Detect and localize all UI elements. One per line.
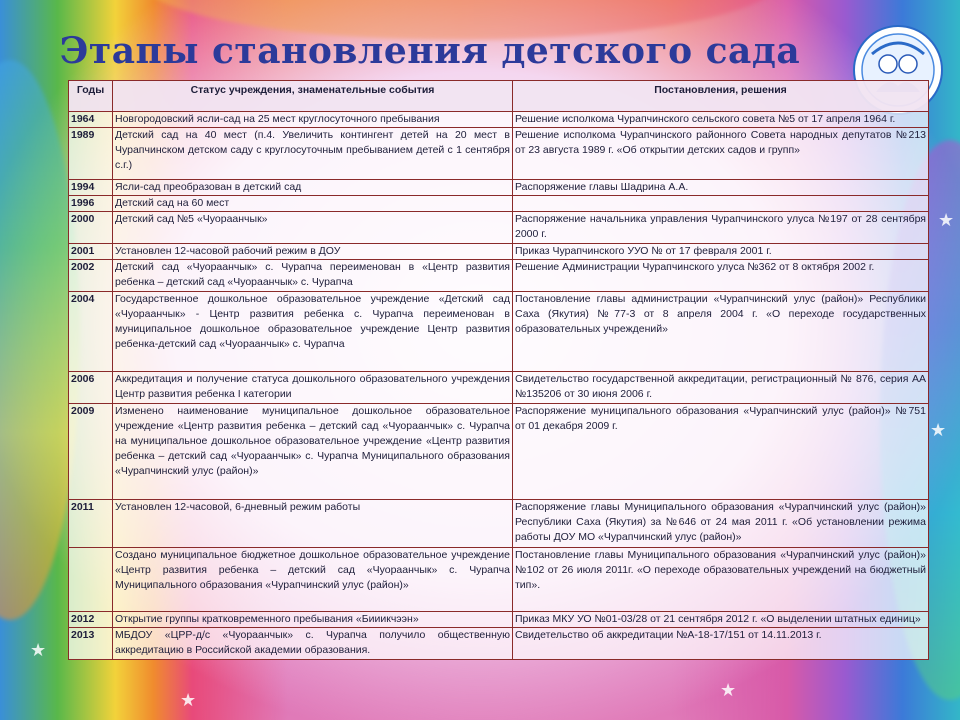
table-row xyxy=(69,548,929,612)
star-icon: ★ xyxy=(720,680,737,700)
decision-cell: Решение Администрации Чурапчинского улуса №362 от 8 октября 2002 г. xyxy=(513,260,929,292)
year-cell: 2011 xyxy=(69,500,113,548)
status-cell: Детский сад №5 «Чуораанчык» xyxy=(113,212,513,244)
table-row xyxy=(69,212,929,244)
table-row xyxy=(69,260,929,292)
star-icon: ★ xyxy=(938,210,955,230)
decision-cell: Распоряжение главы Шадрина А.А. xyxy=(513,180,929,196)
year-cell: 2006 xyxy=(69,372,113,404)
decision-cell: Решение исполкома Чурапчинского районного Совета народных депутатов №213 от 23 августа 1989 г. «Об открытии детских садов и групп» xyxy=(513,128,929,180)
table-header-row xyxy=(69,81,929,112)
table-row xyxy=(69,180,929,196)
stages-table xyxy=(68,80,929,660)
decision-cell: Распоряжение начальника управления Чурапчинского улуса №197 от 28 сентября 2000 г. xyxy=(513,212,929,244)
decision-cell: Приказ Чурапчинского УУО № от 17 февраля 2001 г. xyxy=(513,244,929,260)
table-row xyxy=(69,112,929,128)
column-header-status: Статус учреждения, знаменательные события xyxy=(113,81,513,112)
year-cell: 2012 xyxy=(69,612,113,628)
decision-cell: Распоряжение главы Муниципального образования «Чурапчинский улус (район)» Республики Саха (Якутия) за №646 от 24 мая 2011 г. «Об установлении режима работы ДОУ МО «Чурапчинский улус (район)» xyxy=(513,500,929,548)
status-cell: Детский сад на 60 мест xyxy=(113,196,513,212)
status-cell: Детский сад «Чуораанчык» с. Чурапча переименован в «Центр развития ребенка – детский сад «Чуораанчык» с. Чурапча xyxy=(113,260,513,292)
star-icon: ★ xyxy=(930,420,947,440)
status-cell: Установлен 12-часовой рабочий режим в ДОУ xyxy=(113,244,513,260)
year-cell: 1996 xyxy=(69,196,113,212)
status-cell: Открытие группы кратковременного пребывания «Бииикчээн» xyxy=(113,612,513,628)
table-row xyxy=(69,244,929,260)
table-row xyxy=(69,404,929,500)
status-cell: МБДОУ «ЦРР-д/с «Чуораанчык» с. Чурапча получило общественную аккредитацию в Российской академии образования. xyxy=(113,628,513,660)
status-cell: Новгородовский ясли-сад на 25 мест круглосуточного пребывания xyxy=(113,112,513,128)
year-cell xyxy=(69,548,113,612)
table-row xyxy=(69,128,929,180)
star-icon: ★ xyxy=(30,640,47,660)
decision-cell: Приказ МКУ УО №01-03/28 от 21 сентября 2012 г. «О выделении штатных единиц» xyxy=(513,612,929,628)
decision-cell: Свидетельство об аккредитации №А-18-17/151 от 14.11.2013 г. xyxy=(513,628,929,660)
year-cell: 2002 xyxy=(69,260,113,292)
decision-cell: Свидетельство государственной аккредитации, регистрационный № 876, серия АА №135206 от 30 июня 2006 г. xyxy=(513,372,929,404)
year-cell: 1964 xyxy=(69,112,113,128)
status-cell: Государственное дошкольное образовательное учреждение «Детский сад «Чуораанчык» - Центр развития ребенка с. Чурапча переименован в муниципальное дошкольное образовательное учреждение Центр развития ребенка-детский сад «Чуораанчык» с. Чурапча xyxy=(113,292,513,372)
table-row xyxy=(69,372,929,404)
stages-table-container xyxy=(68,80,928,660)
year-cell: 2004 xyxy=(69,292,113,372)
status-cell: Создано муниципальное бюджетное дошкольное образовательное учреждение «Центр развития ребенка – детский сад «Чуораанчык» с. Чурапча Муниципального образования «Чурапчинский улус (район)» xyxy=(113,548,513,612)
year-cell: 2013 xyxy=(69,628,113,660)
decision-cell: Решение исполкома Чурапчинского сельского совета №5 от 17 апреля 1964 г. xyxy=(513,112,929,128)
status-cell: Установлен 12-часовой, 6-дневный режим работы xyxy=(113,500,513,548)
year-cell: 2009 xyxy=(69,404,113,500)
table-row xyxy=(69,292,929,372)
year-cell: 2001 xyxy=(69,244,113,260)
table-row xyxy=(69,628,929,660)
year-cell: 1989 xyxy=(69,128,113,180)
column-header-decisions: Постановления, решения xyxy=(513,81,929,112)
status-cell: Аккредитация и получение статуса дошкольного образовательного учреждения Центр развития ребенка I категории xyxy=(113,372,513,404)
table-row xyxy=(69,500,929,548)
decision-cell xyxy=(513,196,929,212)
star-icon: ★ xyxy=(180,690,197,710)
decision-cell: Постановление главы Муниципального образования «Чурапчинский улус (район)» №102 от 26 июля 2011г. «О переходе образовательных учреждений на бюджетный тип». xyxy=(513,548,929,612)
column-header-years: Годы xyxy=(69,81,113,112)
decision-cell: Постановление главы администрации «Чурапчинский улус (район)» Республики Саха (Якутия) №77-3 от 8 апреля 2004 г. «О переходе государственных образовательных учреждений» xyxy=(513,292,929,372)
status-cell: Детский сад на 40 мест (п.4. Увеличить контингент детей на 20 мест в Чурапчинском детском саду с круглосуточным пребыванием детей с 1 сентября с.г.) xyxy=(113,128,513,180)
status-cell: Ясли-сад преобразован в детский сад xyxy=(113,180,513,196)
decision-cell: Распоряжение муниципального образования «Чурапчинский улус (район)» №751 от 01 декабря 2009 г. xyxy=(513,404,929,500)
table-row xyxy=(69,612,929,628)
page-title: Этапы становления детского сада xyxy=(59,30,801,72)
year-cell: 2000 xyxy=(69,212,113,244)
year-cell: 1994 xyxy=(69,180,113,196)
table-row xyxy=(69,196,929,212)
status-cell: Изменено наименование муниципальное дошкольное образовательное учреждение «Центр развития ребенка – детский сад «Чуораанчык» с. Чурапча на муниципальное дошкольное образовательное учреждение «Центр развития ребенка – детский сад «Чуораанчык» с. Чурапча Муниципального образования «Чурапчинский улус (район)» xyxy=(113,404,513,500)
